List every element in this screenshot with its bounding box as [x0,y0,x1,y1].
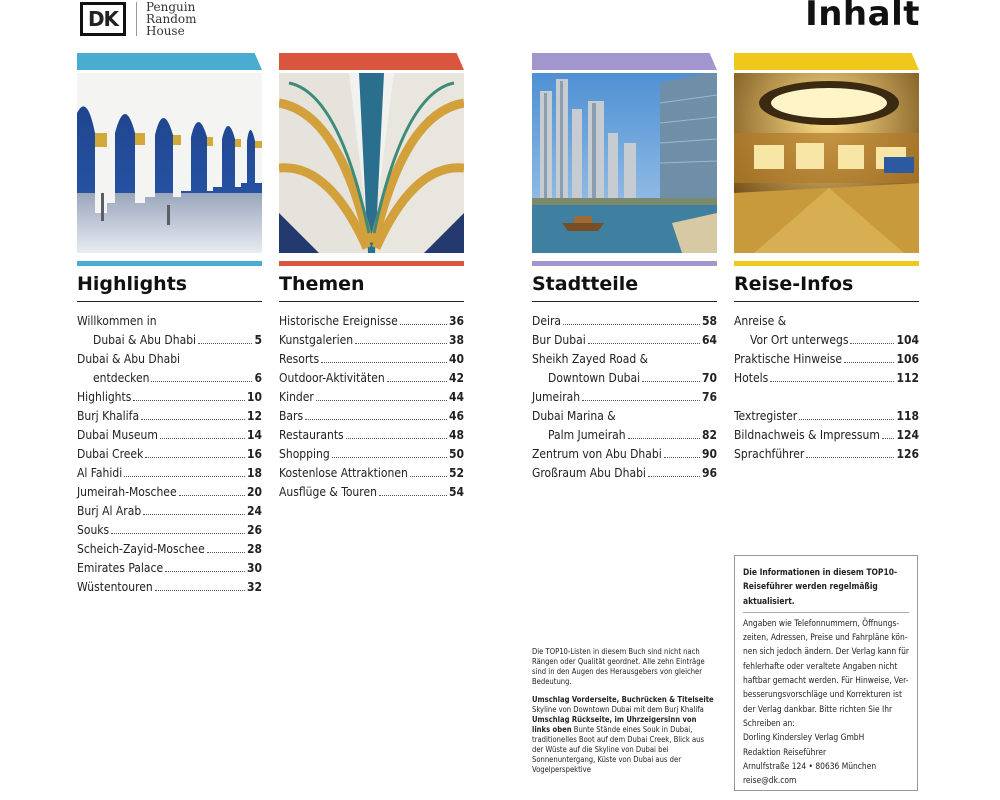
page-title: Inhalt [805,0,920,34]
toc-entry[interactable] [734,312,919,350]
toc-entry[interactable] [77,464,262,483]
toc-list [734,312,919,464]
toc-entry[interactable] [532,407,717,445]
toc-leader-dots [316,400,447,401]
toc-list [279,312,464,502]
toc-entry-label: Highlights [77,390,132,404]
toc-entry-label: Wüstentouren [77,580,153,594]
toc-entry-label: Resorts [279,352,320,366]
toc-page-number: 24 [246,504,262,518]
toc-entry[interactable] [734,350,919,369]
toc-leader-dots [799,419,894,420]
toc-leader-dots [387,381,447,382]
toc-entry[interactable] [77,559,262,578]
toc-page-number: 10 [246,390,262,404]
toc-leader-dots [806,457,894,458]
toc-entry-label: Deira [532,314,562,328]
toc-leader-dots [160,438,245,439]
toc-entry-label: Palm Jumeirah [548,428,626,442]
toc-entry[interactable] [77,483,262,502]
toc-entry-label: Zentrum von Abu Dhabi [532,447,662,461]
toc-entry-label-line: Anreise & [734,314,787,328]
toc-leader-dots [321,362,447,363]
toc-page-number: 36 [448,314,464,328]
toc-entry-label: Downtown Dubai [548,371,641,385]
dk-logo: DK [80,2,126,36]
info-body-line: zeiten, Adressen, Preise und Fahrpläne kön- [743,632,908,643]
toc-page-number: 46 [448,409,464,423]
toc-list [532,312,717,483]
section-title: Highlights [77,273,188,295]
section-bar [532,261,717,266]
section-tab [279,53,464,70]
logo-line: Random [146,11,197,26]
toc-entry[interactable] [279,312,464,331]
section-rule [279,301,464,302]
section-rule [77,301,262,302]
toc-entry-label: Kostenlose Attraktionen [279,466,408,480]
toc-entry-label: Outdoor-Aktivitäten [279,371,385,385]
toc-entry[interactable] [279,426,464,445]
toc-entry-label: entdecken [93,371,150,385]
toc-entry-label: Kinder [279,390,314,404]
toc-entry[interactable] [532,350,717,388]
penguin-random-house-logo [146,1,196,37]
toc-entry[interactable] [734,407,919,426]
info-heading-line: Die Informationen in diesem TOP10- [743,567,898,577]
toc-entry-label: Al Fahidi [77,466,123,480]
toc-entry-label-line: Sheikh Zayed Road & [532,352,649,366]
info-heading-line: Reiseführer werden regelmäßig [743,581,878,592]
toc-leader-dots [198,343,252,344]
toc-entry-label-line: Willkommen in [77,314,157,328]
toc-entry[interactable] [532,388,717,407]
photo-marina-skyline [532,73,717,253]
toc-page-number: 58 [701,314,717,328]
toc-page-number: 16 [246,447,262,461]
section-stadtteile [532,53,717,483]
section-tab [77,53,262,70]
toc-entry-label: Sprachführer [734,447,805,461]
toc-entry[interactable] [734,445,919,464]
section-rule [532,301,717,302]
toc-entry-label: Jumeirah-Moschee [77,485,177,499]
toc-page-number: 52 [448,466,464,480]
toc-leader-dots [379,495,447,496]
toc-entry[interactable] [77,445,262,464]
front-cover-label: Umschlag Vorderseite, Buchrücken & Titelseite [532,695,714,704]
info-body [743,616,909,788]
toc-entry[interactable] [532,445,717,464]
section-bar [734,261,919,266]
toc-entry[interactable] [734,369,919,388]
section-tab [734,53,919,70]
toc-page-number: 14 [246,428,262,442]
toc-leader-dots [145,457,245,458]
toc-entry-label: Ausflüge & Touren [279,485,377,499]
toc-page-number: 5 [254,333,262,347]
toc-entry-label: Jumeirah [532,390,581,404]
toc-page-number: 76 [701,390,717,404]
toc-entry[interactable] [279,464,464,483]
toc-page-number: 44 [448,390,464,404]
atrium-ceiling-image [279,73,464,253]
info-body-line: Angaben wie Telefonnummern, Öffnungs- [743,617,900,628]
marina-skyline-image [532,73,717,253]
toc-leader-dots [151,381,252,382]
toc-spacer [734,388,919,407]
toc-leader-dots [844,362,894,363]
toc-entry-label-line: Dubai & Abu Dhabi [77,352,181,366]
info-body-line: besserungsvorschläge und Korrekturen ist [743,689,902,700]
toc-page-number: 70 [701,371,717,385]
back-cover-label: Umschlag Rückseite, im Uhrzeigersinn von links oben [532,715,697,734]
section-themen [279,53,464,502]
toc-page-number: 96 [701,466,717,480]
toc-entry[interactable] [77,426,262,445]
toc-entry-label: Dubai Museum [77,428,158,442]
toc-entry[interactable] [279,350,464,369]
toc-page-number: 40 [448,352,464,366]
toc-page-number: 64 [701,333,717,347]
top10-note [532,647,717,775]
cover-credits [532,695,717,775]
toc-entry-label: Vor Ort unterwegs [750,333,849,347]
toc-leader-dots [400,324,447,325]
toc-leader-dots [582,400,700,401]
toc-leader-dots [332,457,447,458]
toc-entry[interactable] [77,388,262,407]
toc-entry[interactable] [279,388,464,407]
toc-leader-dots [124,476,245,477]
toc-entry[interactable] [532,464,717,483]
toc-page-number: 28 [246,542,262,556]
section-title: Stadtteile [532,273,639,295]
info-body-line: fehlerhafte oder veraltete Angaben nicht [743,660,898,671]
toc-page-number: 26 [246,523,262,537]
toc-entry[interactable] [532,312,717,331]
info-heading-line: aktualisiert. [743,595,795,606]
publisher-logo [80,0,196,37]
toc-leader-dots [305,419,447,420]
toc-entry-label: Bildnachweis & Impressum [734,428,880,442]
toc-entry-label: Emirates Palace [77,561,164,575]
info-body-line: Redaktion Reiseführer [743,746,827,757]
toc-entry[interactable] [279,483,464,502]
toc-page-number: 42 [448,371,464,385]
info-body-line[interactable]: reise@dk.com [743,775,797,786]
toc-entry[interactable] [77,502,262,521]
update-info-box [734,555,918,791]
toc-leader-dots [346,438,447,439]
toc-entry-label: Textregister [734,409,798,423]
toc-leader-dots [850,343,894,344]
toc-leader-dots [563,324,700,325]
toc-page-number: 32 [246,580,262,594]
toc-leader-dots [165,571,245,572]
toc-entry[interactable] [279,445,464,464]
info-body-line: der Verlag dankbar. Bitte richten Sie Ihr [743,703,893,714]
toc-page-number: 50 [448,447,464,461]
toc-page-number: 90 [701,447,717,461]
toc-leader-dots [141,419,245,420]
airport-hall-image [734,73,919,253]
toc-page-number: 18 [246,466,262,480]
toc-page-number: 124 [896,428,919,442]
toc-entry[interactable] [77,521,262,540]
toc-leader-dots [882,438,895,439]
toc-entry[interactable] [77,312,262,350]
section-title: Reise-Infos [734,273,854,295]
toc-leader-dots [664,457,700,458]
section-bar [77,261,262,266]
toc-page-number: 48 [448,428,464,442]
toc-entry-label: Hotels [734,371,769,385]
logo-divider [136,2,137,36]
toc-page-number: 6 [254,371,262,385]
toc-leader-dots [770,381,894,382]
toc-entry-label: Scheich-Zayid-Moschee [77,542,205,556]
section-tab [532,53,717,70]
logo-line: Penguin [146,0,196,14]
toc-entry-label: Souks [77,523,110,537]
ranking-note: Die TOP10-Listen in diesem Buch sind nicht nach Rängen oder Qualität geordnet. Alle zehn Einträge sind in den Augen des Herausgebers von gleicher Bedeutung. [532,647,705,686]
toc-leader-dots [355,343,447,344]
section-reise-infos [734,53,919,464]
toc-page-number: 82 [701,428,717,442]
toc-entry-label: Dubai & Abu Dhabi [93,333,197,347]
toc-entry[interactable] [77,350,262,388]
info-body-line: Arnulfstraße 124 • 80636 München [743,760,877,771]
toc-entry-label: Burj Khalifa [77,409,140,423]
photo-mosque-colonnade [77,73,262,253]
toc-entry-label: Dubai Creek [77,447,144,461]
toc-entry[interactable] [279,369,464,388]
toc-entry-label: Restaurants [279,428,344,442]
photo-atrium-ceiling [279,73,464,253]
toc-leader-dots [628,438,700,439]
toc-entry[interactable] [279,331,464,350]
toc-leader-dots [133,400,245,401]
section-title: Themen [279,273,365,295]
toc-leader-dots [155,590,245,591]
toc-entry-label: Bur Dubai [532,333,586,347]
toc-page-number: 30 [246,561,262,575]
toc-page-number: 12 [246,409,262,423]
toc-list [77,312,262,597]
toc-entry[interactable] [77,540,262,559]
toc-entry-label: Burj Al Arab [77,504,142,518]
toc-entry-label: Shopping [279,447,330,461]
logo-line: House [146,23,185,38]
mosque-colonnade-image [77,73,262,253]
toc-entry-label: Praktische Hinweise [734,352,843,366]
toc-entry[interactable] [77,578,262,597]
back-cover-text: Bunte Stände eines Souk in Dubai, traditionelles Boot auf dem Dubai Creek, Blick aus der Wüste auf die Skyline von Dubai bei Sonnenuntergang, Küste von Dubai aus der Vogelperspektive [532,725,705,774]
info-body-line: nen sich jedoch ändern. Der Verlag kann für [743,646,910,657]
toc-entry-label-line: Dubai Marina & [532,409,616,423]
toc-page-number: 112 [896,371,919,385]
toc-leader-dots [207,552,245,553]
toc-page-number: 20 [246,485,262,499]
toc-leader-dots [648,476,700,477]
section-bar [279,261,464,266]
toc-entry[interactable] [77,407,262,426]
toc-entry-label: Großraum Abu Dhabi [532,466,646,480]
info-body-line: Dorling Kindersley Verlag GmbH [743,732,865,743]
toc-page-number: 38 [448,333,464,347]
toc-leader-dots [179,495,245,496]
toc-page-number: 126 [896,447,919,461]
toc-leader-dots [588,343,700,344]
toc-leader-dots [410,476,447,477]
toc-entry[interactable] [532,331,717,350]
info-body-line: haftbar gemacht werden. Für Hinweise, Ver- [743,675,909,686]
front-cover-text: Skyline von Downtown Dubai mit dem Burj Khalifa [532,705,704,714]
toc-page-number: 106 [896,352,919,366]
photo-airport-hall [734,73,919,253]
toc-entry[interactable] [734,426,919,445]
toc-entry-label: Historische Ereignisse [279,314,398,328]
toc-page-number: 104 [896,333,919,347]
toc-leader-dots [111,533,245,534]
toc-entry-label: Kunstgalerien [279,333,354,347]
toc-leader-dots [642,381,700,382]
section-rule [734,301,919,302]
toc-leader-dots [143,514,245,515]
info-body-line: Schreiben an: [743,717,795,728]
toc-page-number: 54 [448,485,464,499]
section-highlights [77,53,262,597]
info-divider [743,612,909,613]
toc-page-number: 118 [896,409,919,423]
toc-entry-label: Bars [279,409,304,423]
toc-entry[interactable] [279,407,464,426]
